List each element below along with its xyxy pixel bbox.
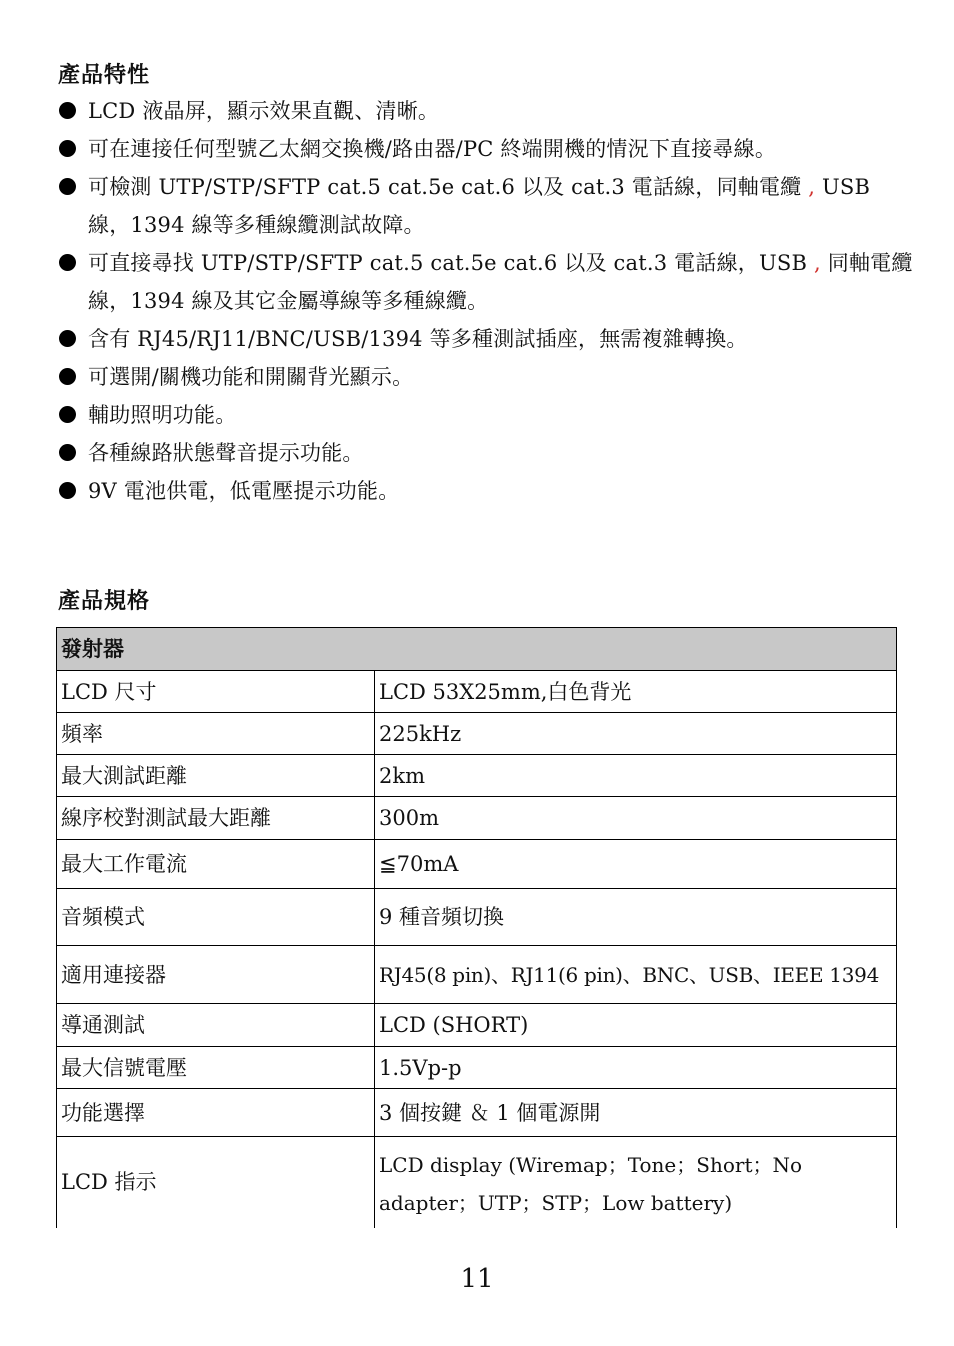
feature-item (58, 168, 918, 244)
feature-text: 可選開/關機功能和開關背光顯示。 (88, 365, 414, 389)
spec-value: 1.5Vp-p (375, 1047, 897, 1089)
spec-label: 音頻模式 (57, 889, 375, 946)
spec-value: 2km (375, 755, 897, 797)
page-number: 11 (460, 1264, 494, 1294)
feature-item (58, 92, 918, 130)
features-list (58, 92, 918, 510)
spec-value: 300m (375, 797, 897, 840)
table-row (57, 797, 897, 840)
bullet-icon (59, 102, 76, 119)
feature-item (58, 396, 918, 434)
feature-text: USB 線，1394 線等多種線纜測試故障。 (88, 175, 871, 237)
feature-text: 同軸電纜線，1394 線及其它金屬導線等多種線纜。 (88, 251, 913, 313)
feature-red-comma: , (808, 175, 816, 199)
feature-text: 可在連接任何型號乙太網交換機/路由器/PC 終端開機的情況下直接尋線。 (88, 137, 777, 161)
feature-red-comma: , (813, 251, 821, 275)
spec-table-header-row (57, 628, 897, 671)
feature-text: LCD 液晶屏，顯示效果直觀、清晰。 (88, 99, 440, 123)
feature-text: 9V 電池供電，低電壓提示功能。 (88, 479, 400, 503)
spec-label: 線序校對測試最大距離 (57, 797, 375, 840)
table-row (57, 755, 897, 797)
feature-text: 輔助照明功能。 (88, 403, 237, 427)
feature-item (58, 320, 918, 358)
spec-label: LCD 指示 (57, 1137, 375, 1228)
spec-label: 導通測試 (57, 1004, 375, 1047)
spec-label: 最大工作電流 (57, 840, 375, 889)
bullet-icon (59, 140, 76, 157)
feature-item (58, 434, 918, 472)
spec-label: 頻率 (57, 713, 375, 755)
table-row (57, 671, 897, 713)
spec-label: 適用連接器 (57, 946, 375, 1004)
spec-value: 3 個按鍵 ＆ 1 個電源開 (375, 1089, 897, 1137)
table-row (57, 1047, 897, 1089)
spec-label: 最大測試距離 (57, 755, 375, 797)
spec-value: LCD 53X25mm,白色背光 (375, 671, 897, 713)
bullet-icon (59, 178, 76, 195)
bullet-icon (59, 406, 76, 423)
table-row (57, 889, 897, 946)
feature-item (58, 472, 918, 510)
table-row (57, 946, 897, 1004)
table-row (57, 840, 897, 889)
specs-heading: 產品規格 (58, 589, 151, 614)
table-row (57, 713, 897, 755)
table-row (57, 1004, 897, 1047)
spec-table-header: 發射器 (57, 628, 897, 671)
bullet-icon (59, 368, 76, 385)
spec-table (56, 627, 897, 1228)
spec-label: LCD 尺寸 (57, 671, 375, 713)
spec-label: 最大信號電壓 (57, 1047, 375, 1089)
table-row (57, 1137, 897, 1228)
features-heading: 產品特性 (58, 63, 151, 88)
spec-value: 225kHz (375, 713, 897, 755)
spec-value: 9 種音頻切換 (375, 889, 897, 946)
feature-item (58, 358, 918, 396)
feature-text: 各種線路狀態聲音提示功能。 (88, 441, 364, 465)
bullet-icon (59, 444, 76, 461)
spec-value: LCD (SHORT) (375, 1004, 897, 1047)
bullet-icon (59, 254, 76, 271)
spec-label: 功能選擇 (57, 1089, 375, 1137)
bullet-icon (59, 482, 76, 499)
feature-item (58, 130, 918, 168)
feature-text: 可檢測 UTP/STP/SFTP cat.5 cat.5e cat.6 以及 cat.3 電話線，同軸電纜 (88, 175, 809, 199)
table-row (57, 1089, 897, 1137)
spec-value: LCD display (Wiremap；Tone；Short；No adapter；UTP；STP；Low battery) (375, 1137, 897, 1228)
feature-item (58, 244, 918, 320)
feature-text: 可直接尋找 UTP/STP/SFTP cat.5 cat.5e cat.6 以及 cat.3 電話線，USB (88, 251, 814, 275)
spec-value: ≦70mA (375, 840, 897, 889)
feature-text: 含有 RJ45/RJ11/BNC/USB/1394 等多種測試插座，無需複雜轉換。 (88, 327, 748, 351)
spec-value: RJ45(8 pin)、RJ11(6 pin)、BNC、USB、IEEE 1394 (375, 946, 897, 1004)
bullet-icon (59, 330, 76, 347)
